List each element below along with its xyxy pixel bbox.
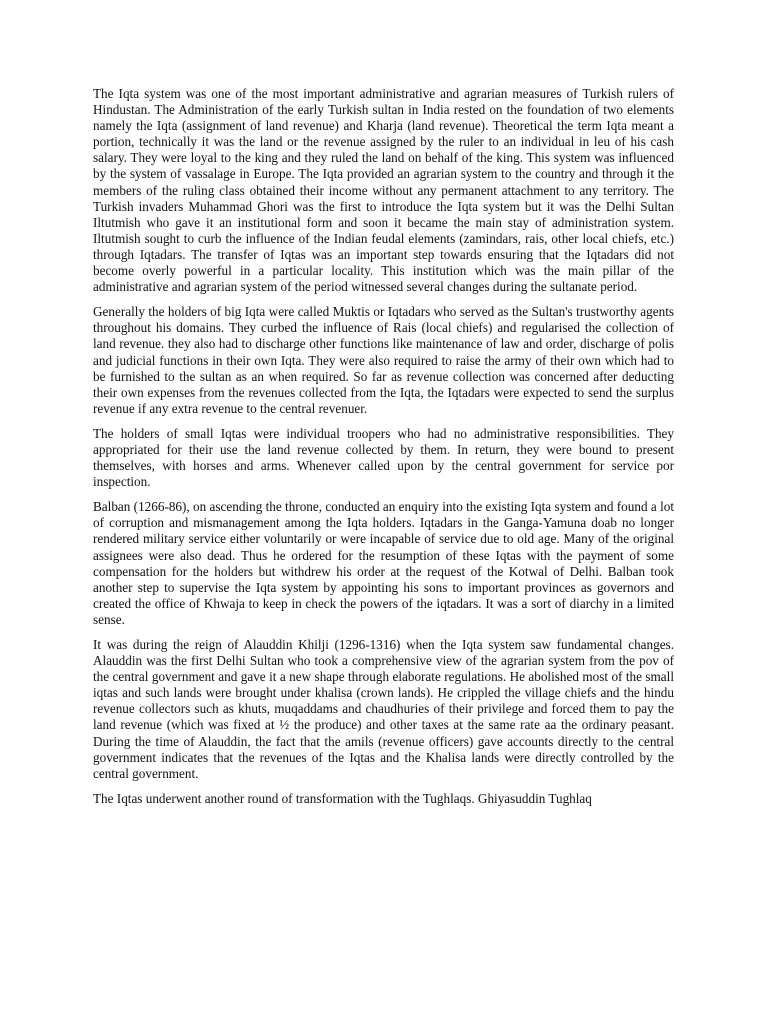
paragraph-small-iqta-holders: The holders of small Iqtas were individual troopers who had no administrative responsibilities. They appropriated for their use the land revenue collected by them. In return, they were bound to present themselves, with horses and arms. Whenever called upon by the central government for service por inspection.	[93, 425, 674, 490]
paragraph-big-iqta-holders: Generally the holders of big Iqta were called Muktis or Iqtadars who served as the Sultan's trustworthy agents throughout his domains. They curbed the influence of Rais (local chiefs) and regularised the collection of land revenue. they also had to discharge other functions like maintenance of law and order, discharge of polis and judicial functions in their own Iqta. They were also required to raise the army of their own which had to be furnished to the sultan as an when required. So far as revenue collection was concerned after deducting their own expenses from the revenues collected from the Iqta, the Iqtadars were expected to send the surplus revenue if any extra revenue to the central revenuer.	[93, 304, 674, 416]
paragraph-tughlaqs: The Iqtas underwent another round of transformation with the Tughlaqs. Ghiyasuddin Tughlaq	[93, 790, 592, 806]
paragraph-alauddin-khilji: It was during the reign of Alauddin Khilji (1296-1316) when the Iqta system saw fundamental changes. Alauddin was the first Delhi Sultan who took a comprehensive view of the agrarian system from the pov of the central government and gave it a new shape through elaborate regulations. He abolished most of the small iqtas and such lands were brought under khalisa (crown lands). He crippled the village chiefs and the hindu revenue collectors such as khuts, muqaddams and chaudhuries of their privilege and forced them to pay the land revenue (which was fixed at ½ the produce) and other taxes at the same rate aa the ordinary peasant. During the time of Alauddin, the fact that the amils (revenue officers) gave accounts directly to the central government indicates that the revenues of the Iqtas and the Khalisa lands were directly controlled by the central government.	[93, 637, 674, 781]
document-page	[93, 86, 674, 816]
paragraph-iqta-system-intro: The Iqta system was one of the most important administrative and agrarian measures of Turkish rulers of Hindustan. The Administration of the early Turkish sultan in India rested on the foundation of two elements namely the Iqta (assignment of land revenue) and Kharja (land revenue). Theoretical the term Iqta meant a portion, technically it was the land or the revenue assigned by the ruler to an individual in leu of his cash salary. They were loyal to the king and they ruled the land on behalf of the king. This system was influenced by the system of vassalage in Europe. The Iqta provided an agrarian system to the country and through it the members of the ruling class obtained their income without any permanent attachment to any territory. The Turkish invaders Muhammad Ghori was the first to introduce the Iqta system but it was the Delhi Sultan Iltutmish who gave it an institutional form and soon it became the main stay of administration system. Iltutmish sought to curb the influence of the Indian feudal elements (zamindars, rais, other local chiefs, etc.) through Iqtadars. The transfer of Iqtas was an important step towards ensuring that the Iqtadars did not become overly powerful in a particular locality. This institution which was the main pillar of the administrative and agrarian system of the period witnessed several changes during the sultanate period.	[93, 86, 674, 295]
paragraph-balban: Balban (1266-86), on ascending the throne, conducted an enquiry into the existing Iqta system and found a lot of corruption and mismanagement among the Iqta holders. Iqtadars in the Ganga-Yamuna doab no longer rendered military service either voluntarily or were incapable of service due to old age. Many of the original assignees were also dead. Thus he ordered for the resumption of these Iqtas with the payment of some compensation for the holders but withdrew his order at the request of the Kotwal of Delhi. Balban took another step to supervise the Iqta system by appointing his sons to important provinces as governors and created the office of Khwaja to keep in check the powers of the iqtadars. It was a sort of diarchy in a limited sense.	[93, 499, 674, 627]
